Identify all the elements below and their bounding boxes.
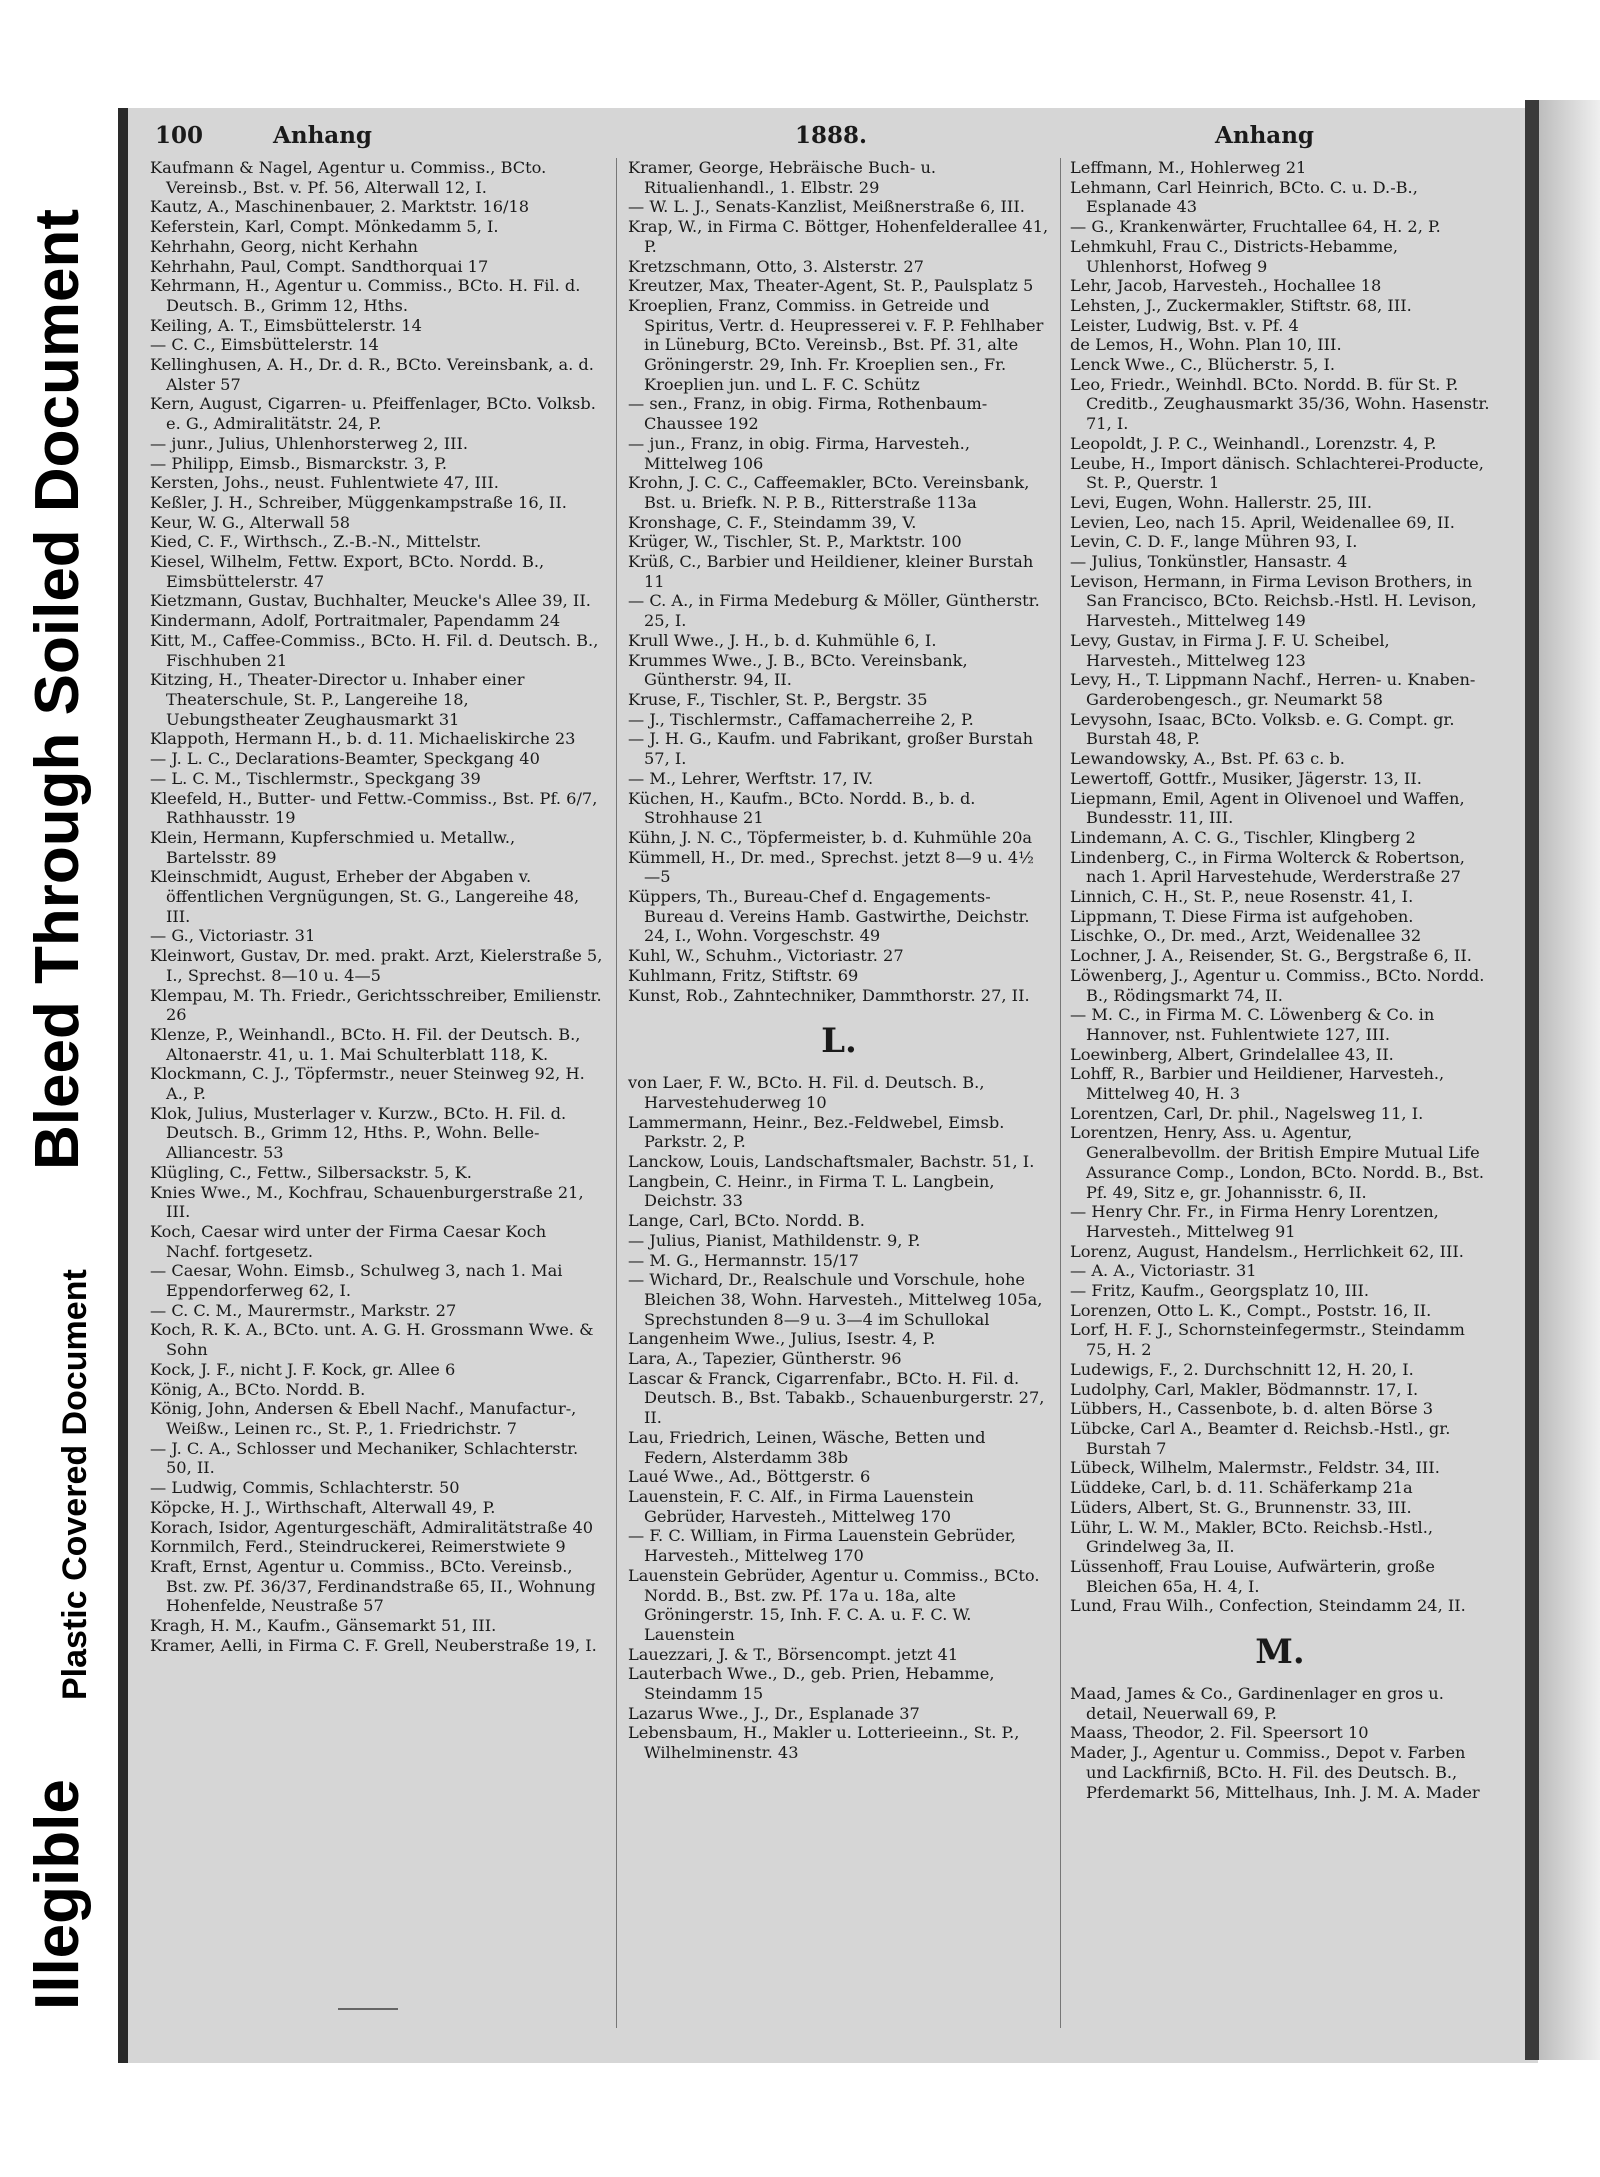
directory-entry: Lau, Friedrich, Leinen, Wäsche, Betten und Federn, Alsterdamm 38b — [628, 1427, 986, 1467]
directory-entry: — G., Krankenwärter, Fruchtallee 64, H. 2, P. — [1070, 217, 1441, 237]
directory-entry: Küchen, H., Kaufm., BCto. Nordd. B., b. d. Strohhause 21 — [628, 788, 976, 828]
directory-entry: Klok, Julius, Musterlager v. Kurzw., BCto. H. Fil. d. Deutsch. B., Grimm 12, Hths. P., Wohn. Belle-Alliancestr. 53 — [150, 1103, 567, 1163]
directory-entry: Kehrhahn, Georg, nicht Kerhahn — [150, 236, 418, 256]
directory-entry: Krap, W., in Firma C. Böttger, Hohenfelderallee 41, P. — [628, 217, 1049, 256]
directory-entry: Lorenzen, Otto L. K., Compt., Poststr. 16, II. — [1070, 1300, 1432, 1320]
directory-entry: — J. L. C., Declarations-Beamter, Speckgang 40 — [150, 749, 540, 769]
directory-entry: Kitt, M., Caffee-Commiss., BCto. H. Fil. d. Deutsch. B., Fischhuben 21 — [150, 630, 599, 670]
directory-entry: Levi, Eugen, Wohn. Hallerstr. 25, III. — [1070, 492, 1372, 512]
directory-entry: — A. A., Victoriastr. 31 — [1070, 1261, 1257, 1281]
directory-entry: Lange, Carl, BCto. Nordd. B. — [628, 1211, 865, 1231]
directory-entry: Lochner, J. A., Reisender, St. G., Bergstraße 6, II. — [1070, 946, 1472, 966]
directory-entry: Lehsten, J., Zuckermakler, Stiftstr. 68, III. — [1070, 295, 1412, 315]
directory-page — [118, 108, 1538, 2063]
directory-entry: Lenck Wwe., C., Blücherstr. 5, I. — [1070, 355, 1336, 375]
directory-entry: Kehrhahn, Paul, Compt. Sandthorquai 17 — [150, 256, 489, 276]
directory-entry: Lund, Frau Wilh., Confection, Steindamm 24, II. — [1070, 1596, 1466, 1616]
directory-entry: Kümmell, H., Dr. med., Sprechst. jetzt 8—9 u. 4½—5 — [628, 847, 1034, 887]
bleed-through-label: Bleed Through Soiled Document — [23, 208, 92, 1170]
directory-entry: — jun., Franz, in obig. Firma, Harvesteh., Mittelweg 106 — [628, 433, 970, 473]
directory-entry: Lindenberg, C., in Firma Wolterck & Robertson, nach 1. April Harvestehude, Werderstraße 27 — [1070, 847, 1465, 887]
directory-entry: Krull Wwe., J. H., b. d. Kuhmühle 6, I. — [628, 630, 937, 650]
directory-entry: Lehmann, Carl Heinrich, BCto. C. u. D.-B., Esplanade 43 — [1070, 177, 1418, 217]
directory-entry: Levien, Leo, nach 15. April, Weidenallee 69, II. — [1070, 512, 1455, 532]
directory-entry: Krohn, J. C. C., Caffeemakler, BCto. Vereinsbank, Bst. u. Briefk. N. P. B., Ritterstraße 113a — [628, 473, 1030, 512]
directory-entry: Kock, J. F., nicht J. F. Kock, gr. Allee 6 — [150, 1359, 456, 1379]
directory-entry: Levison, Hermann, in Firma Levison Brothers, in San Francisco, BCto. Reichsb.-Hstl. H. Levison, Harvesteh., Mittelweg 149 — [1070, 571, 1477, 631]
directory-entry: Kühn, J. N. C., Töpfermeister, b. d. Kuhmühle 20a — [628, 827, 1033, 847]
header-left-title: Anhang — [273, 122, 372, 149]
directory-entry: Knies Wwe., M., Kochfrau, Schauenburgerstraße 21, III. — [150, 1182, 584, 1222]
header-right-title: Anhang — [1215, 122, 1314, 149]
directory-entry: Korach, Isidor, Agenturgeschäft, Admiralitätstraße 40 — [150, 1517, 594, 1537]
directory-entry: — J. H. G., Kaufm. und Fabrikant, großer Burstah 57, I. — [628, 729, 1034, 769]
directory-entry: — W. L. J., Senats-Kanzlist, Meißnerstraße 6, III. — [628, 197, 1025, 217]
directory-entry: — Fritz, Kaufm., Georgsplatz 10, III. — [1070, 1281, 1370, 1301]
directory-entry: Kraft, Ernst, Agentur u. Commiss., BCto. Vereinsb., Bst. zw. Pf. 36/37, Ferdinandstraße 65, II., Wohnung Hohenfelde, Neustraße 57 — [150, 1556, 596, 1616]
directory-entry: Lauenstein, F. C. Alf., in Firma Lauenstein Gebrüder, Harvesteh., Mittelweg 170 — [628, 1487, 974, 1526]
directory-entry: — Julius, Tonkünstler, Hansastr. 4 — [1070, 552, 1348, 572]
directory-entry: Lehr, Jacob, Harvesteh., Hochallee 18 — [1070, 276, 1382, 296]
directory-entry: — Wichard, Dr., Realschule und Vorschule, hohe Bleichen 38, Wohn. Harvesteh., Mittelweg 105a, Sprechstunden 8—9 u. 3—4 im Schullokal — [628, 1270, 1043, 1329]
page-header — [150, 118, 1498, 158]
directory-entry: — C. C. M., Maurermstr., Markstr. 27 — [150, 1300, 457, 1320]
directory-entry: Lauenstein Gebrüder, Agentur u. Commiss., BCto. Nordd. B., Bst. zw. Pf. 17a u. 18a, alte Gröningerstr. 15, Inh. F. C. A. u. F. C. W. Lauenstein — [628, 1565, 1040, 1644]
directory-entry: Lauterbach Wwe., D., geb. Prien, Hebamme, Steindamm 15 — [628, 1664, 995, 1704]
directory-entry: Lüddeke, Carl, b. d. 11. Schäferkamp 21a — [1070, 1478, 1413, 1498]
directory-entry: Lorentzen, Carl, Dr. phil., Nagelsweg 11, I. — [1070, 1103, 1424, 1123]
adjacent-page-strip — [1539, 100, 1600, 2060]
directory-entry: — L. C. M., Tischlermstr., Speckgang 39 — [150, 768, 481, 788]
directory-entry: — junr., Julius, Uhlenhorsterweg 2, III. — [150, 433, 469, 453]
directory-entry: Kruse, F., Tischler, St. P., Bergstr. 35 — [628, 689, 928, 709]
directory-entry: — F. C. William, in Firma Lauenstein Gebrüder, Harvesteh., Mittelweg 170 — [628, 1526, 1016, 1566]
directory-entry: Klenze, P., Weinhandl., BCto. H. Fil. der Deutsch. B., Altonaerstr. 41, u. 1. Mai Schulterblatt 118, K. — [150, 1024, 581, 1064]
directory-entry: Lohff, R., Barbier und Heildiener, Harvesteh., Mittelweg 40, H. 3 — [1070, 1064, 1445, 1104]
directory-entry: Linnich, C. H., St. P., neue Rosenstr. 41, I. — [1070, 887, 1414, 907]
column-2 — [628, 158, 1050, 1763]
section-letter: L. — [821, 1021, 857, 1062]
directory-entry: — Henry Chr. Fr., in Firma Henry Lorentzen, Harvesteh., Mittelweg 91 — [1070, 1202, 1439, 1241]
directory-entry: Klockmann, C. J., Töpfermstr., neuer Steinweg 92, H. A., P. — [150, 1064, 585, 1104]
directory-entry: Langbein, C. Heinr., in Firma T. L. Langbein, Deichstr. 33 — [628, 1171, 995, 1211]
directory-entry: — M. G., Hermannstr. 15/17 — [628, 1250, 859, 1270]
directory-entry: — C. C., Eimsbüttelerstr. 14 — [150, 335, 379, 355]
directory-entry: Kunst, Rob., Zahntechniker, Dammthorstr. 27, II. — [628, 985, 1030, 1005]
directory-entry: Leo, Friedr., Weinhdl. BCto. Nordd. B. für St. P. Creditb., Zeughausmarkt 35/36, Wohn. Hasenstr. 71, I. — [1070, 374, 1490, 434]
directory-entry: Lüssenhoff, Frau Louise, Aufwärterin, große Bleichen 65a, H. 4, I. — [1070, 1556, 1435, 1596]
directory-entry: Maass, Theodor, 2. Fil. Speersort 10 — [1070, 1723, 1369, 1743]
plastic-covered-label: Plastic Covered Document — [56, 1269, 94, 1700]
directory-entry: — C. A., in Firma Medeburg & Möller, Güntherstr. 25, I. — [628, 591, 1040, 631]
directory-entry: Kuhlmann, Fritz, Stiftstr. 69 — [628, 965, 859, 985]
directory-entry: Kied, C. F., Wirthsch., Z.-B.-N., Mittelstr. — [150, 532, 482, 552]
directory-entry: Lauezzari, J. & T., Börsencompt. jetzt 41 — [628, 1644, 959, 1664]
directory-entry: Kindermann, Adolf, Portraitmaler, Papendamm 24 — [150, 611, 561, 631]
directory-entry: Lehmkuhl, Frau C., Districts-Hebamme, Uhlenhorst, Hofweg 9 — [1070, 236, 1399, 276]
directory-entry: Kellinghusen, A. H., Dr. d. R., BCto. Vereinsbank, a. d. Alster 57 — [150, 355, 594, 394]
directory-entry: Laué Wwe., Ad., Böttgerstr. 6 — [628, 1467, 871, 1487]
directory-entry: Leffmann, M., Hohlerweg 21 — [1070, 158, 1307, 177]
directory-entry: Lebensbaum, H., Makler u. Lotterieeinn., St. P., Wilhelminenstr. 43 — [628, 1723, 1020, 1763]
directory-entry: Leopoldt, J. P. C., Weinhandl., Lorenzstr. 4, P. — [1070, 433, 1437, 453]
directory-entry: Levy, H., T. Lippmann Nachf., Herren- u. Knaben-Garderobengesch., gr. Neumarkt 58 — [1070, 670, 1476, 709]
directory-entry: König, John, Andersen & Ebell Nachf., Manufactur-, Weißw., Leinen rc., St. P., 1. Friedrichstr. 7 — [150, 1399, 577, 1438]
directory-entry: — Philipp, Eimsb., Bismarckstr. 3, P. — [150, 453, 448, 473]
directory-entry: Langenheim Wwe., Julius, Isestr. 4, P. — [628, 1329, 936, 1349]
directory-entry: Liepmann, Emil, Agent in Olivenoel und Waffen, Bundesstr. 11, III. — [1070, 788, 1465, 828]
directory-entry: Löwenberg, J., Agentur u. Commiss., BCto. Nordd. B., Rödingsmarkt 74, II. — [1070, 965, 1485, 1005]
directory-entry: Levin, C. D. F., lange Mühren 93, I. — [1070, 532, 1358, 552]
directory-entry: Lewertoff, Gottfr., Musiker, Jägerstr. 13, II. — [1070, 768, 1422, 788]
directory-entry: Koch, Caesar wird unter der Firma Caesar Koch Nachf. fortgesetz. — [150, 1221, 547, 1261]
directory-entry: Ludewigs, F., 2. Durchschnitt 12, H. 20, I. — [1070, 1359, 1414, 1379]
directory-entry: Lübcke, Carl A., Beamter d. Reichsb.-Hstl., gr. Burstah 7 — [1070, 1419, 1451, 1458]
directory-entry: Lindemann, A. C. G., Tischler, Klingberg 2 — [1070, 827, 1416, 847]
directory-entry: Lischke, O., Dr. med., Arzt, Weidenallee 32 — [1070, 926, 1422, 946]
directory-entry: Koch, R. K. A., BCto. unt. A. G. H. Grossmann Wwe. & Sohn — [150, 1320, 594, 1360]
directory-entry: Krüger, W., Tischler, St. P., Marktstr. 100 — [628, 532, 962, 552]
directory-entry: — J., Tischlermstr., Caffamacherreihe 2, P. — [628, 709, 974, 729]
directory-entry: Lara, A., Tapezier, Güntherstr. 96 — [628, 1349, 902, 1369]
directory-entry: Keferstein, Karl, Compt. Mönkedamm 5, I. — [150, 217, 499, 237]
directory-entry: Klappoth, Hermann H., b. d. 11. Michaeliskirche 23 — [150, 729, 576, 749]
directory-entry: Kronshage, C. F., Steindamm 39, V. — [628, 512, 917, 532]
directory-entry: Kleinwort, Gustav, Dr. med. prakt. Arzt, Kielerstraße 5, I., Sprechst. 8—10 u. 4—5 — [150, 946, 603, 985]
directory-entry: Keiling, A. T., Eimsbüttelerstr. 14 — [150, 315, 422, 335]
footer-rule — [338, 2008, 398, 2010]
section-letter: M. — [1255, 1632, 1305, 1673]
directory-entry: Lorenz, August, Handelsm., Herrlichkeit 62, III. — [1070, 1241, 1464, 1261]
directory-entry: Kleefeld, H., Butter- und Fettw.-Commiss., Bst. Pf. 6/7, Rathhausstr. 19 — [150, 788, 598, 828]
directory-entry: Kaufmann & Nagel, Agentur u. Commiss., BCto. Vereinsb., Bst. v. Pf. 56, Alterwall 12, I. — [150, 158, 547, 197]
directory-entry: Lazarus Wwe., J., Dr., Esplanade 37 — [628, 1703, 920, 1723]
directory-entry: Levysohn, Isaac, BCto. Volksb. e. G. Compt. gr. Burstah 48, P. — [1070, 709, 1455, 749]
directory-entry: Loewinberg, Albert, Grindelallee 43, II. — [1070, 1044, 1394, 1064]
directory-entry: — J. C. A., Schlosser und Mechaniker, Schlachterstr. 50, II. — [150, 1438, 579, 1478]
directory-entry: Kern, August, Cigarren- u. Pfeiffenlager, BCto. Volksb. e. G., Admiralitätstr. 24, P. — [150, 394, 596, 434]
directory-entry: Lorf, H. F. J., Schornsteinfegermstr., Steindamm 75, H. 2 — [1070, 1320, 1465, 1360]
directory-entry: — sen., Franz, in obig. Firma, Rothenbaum-Chaussee 192 — [628, 394, 988, 434]
directory-entry: Kornmilch, Ferd., Steindruckerei, Reimerstwiete 9 — [150, 1537, 566, 1557]
directory-entry: Lühr, L. W. M., Makler, BCto. Reichsb.-Hstl., Grindelweg 3a, II. — [1070, 1517, 1433, 1557]
directory-entry: Kehrmann, H., Agentur u. Commiss., BCto. H. Fil. d. Deutsch. B., Grimm 12, Hths. — [150, 276, 581, 315]
directory-entry: König, A., BCto. Nordd. B. — [150, 1379, 366, 1399]
directory-entry: Leube, H., Import dänisch. Schlachterei-Producte, St. P., Querstr. 1 — [1070, 453, 1484, 493]
directory-entry: Krüß, C., Barbier und Heildiener, kleiner Burstah 11 — [628, 552, 1034, 591]
directory-entry: Kietzmann, Gustav, Buchhalter, Meucke's Allee 39, II. — [150, 591, 591, 611]
directory-entry: Lammermann, Heinr., Bez.-Feldwebel, Eimsb. Parkstr. 2, P. — [628, 1112, 1005, 1152]
directory-entry: Kautz, A., Maschinenbauer, 2. Marktstr. 16/18 — [150, 197, 530, 217]
directory-entry: Kreutzer, Max, Theater-Agent, St. P., Paulsplatz 5 — [628, 276, 1034, 296]
directory-entry: — Julius, Pianist, Mathildenstr. 9, P. — [628, 1230, 921, 1250]
directory-entry: Lippmann, T. Diese Firma ist aufgehoben. — [1070, 906, 1414, 926]
directory-entry: Lübbers, H., Cassenbote, b. d. alten Börse 3 — [1070, 1399, 1434, 1419]
directory-entry: Kroeplien, Franz, Commiss. in Getreide und Spiritus, Vertr. d. Heupresserei v. F. P. Fehlhaber in Lüneburg, BCto. Vereinsb., Bst. Pf. 31, alte Gröningerstr. 29, Inh. Fr. Kroeplien sen., Fr. Kroeplien jun. und L. F. C. Schütz — [628, 295, 1044, 394]
column-3 — [1070, 158, 1490, 1802]
column-divider — [1060, 158, 1061, 2028]
directory-entry: Leister, Ludwig, Bst. v. Pf. 4 — [1070, 315, 1299, 335]
directory-entry: Küppers, Th., Bureau-Chef d. Engagements-Bureau d. Vereins Hamb. Gastwirthe, Deichstr. 24, I., Wohn. Vorgeschstr. 49 — [628, 887, 1030, 946]
column-1 — [150, 158, 605, 1655]
directory-entry: Levy, Gustav, in Firma J. F. U. Scheibel, Harvesteh., Mittelweg 123 — [1070, 630, 1390, 670]
directory-entry: Kersten, Johs., neust. Fuhlentwiete 47, III. — [150, 473, 499, 493]
directory-entry: Kleinschmidt, August, Erheber der Abgaben v. öffentlichen Vergnügungen, St. G., Langereihe 48, III. — [150, 867, 580, 926]
directory-entry: Lorentzen, Henry, Ass. u. Agentur, Generalbevollm. der British Empire Mutual Life Assurance Comp., London, BCto. Nordd. B., Bst. Pf. 49, Sitz e, gr. Johannisstr. 6, II. — [1070, 1123, 1485, 1202]
directory-entry: Lübeck, Wilhelm, Malermstr., Feldstr. 34, III. — [1070, 1458, 1440, 1478]
directory-entry: Kuhl, W., Schuhm., Victoriastr. 27 — [628, 946, 904, 966]
directory-entry: Kretzschmann, Otto, 3. Alsterstr. 27 — [628, 256, 924, 276]
directory-entry: Kramer, Aelli, in Firma C. F. Grell, Neuberstraße 19, I. — [150, 1635, 597, 1655]
directory-entry: Klein, Hermann, Kupferschmied u. Metallw., Bartelsstr. 89 — [150, 827, 516, 867]
directory-columns — [150, 158, 1498, 2023]
directory-entry: Lüders, Albert, St. G., Brunnenstr. 33, III. — [1070, 1497, 1412, 1517]
directory-entry: Kragh, H. M., Kaufm., Gänsemarkt 51, III. — [150, 1616, 497, 1636]
directory-entry: — Caesar, Wohn. Eimsb., Schulweg 3, nach 1. Mai Eppendorferweg 62, I. — [150, 1261, 563, 1301]
side-label-strip — [0, 0, 110, 2177]
directory-entry: Maad, James & Co., Gardinenlager en gros u. detail, Neuerwall 69, P. — [1070, 1684, 1444, 1723]
directory-entry: Klempau, M. Th. Friedr., Gerichtsschreiber, Emilienstr. 26 — [150, 985, 602, 1025]
directory-entry: Köpcke, H. J., Wirthschaft, Alterwall 49, P. — [150, 1497, 496, 1517]
directory-entry: Krummes Wwe., J. B., BCto. Vereinsbank, Güntherstr. 94, II. — [628, 650, 968, 690]
directory-entry: — Ludwig, Commis, Schlachterstr. 50 — [150, 1478, 460, 1498]
directory-entry: — G., Victoriastr. 31 — [150, 926, 316, 946]
directory-entry: Kitzing, H., Theater-Director u. Inhaber einer Theaterschule, St. P., Langereihe 18, Uebungstheater Zeughausmarkt 31 — [150, 670, 525, 729]
column-divider — [616, 158, 617, 2028]
page-number: 100 — [155, 122, 204, 149]
directory-entry: Ludolphy, Carl, Makler, Bödmannstr. 17, I. — [1070, 1379, 1419, 1399]
illegible-label: Illegible — [23, 1779, 92, 2010]
directory-entry: Mader, J., Agentur u. Commiss., Depot v. Farben und Lackfirniß, BCto. H. Fil. des Deutsch. B., Pferdemarkt 56, Mittelhaus, Inh. J. M. A. Mader — [1070, 1743, 1480, 1802]
directory-entry: — M. C., in Firma M. C. Löwenberg & Co. in Hannover, nst. Fuhlentwiete 127, III. — [1070, 1005, 1435, 1044]
directory-entry: Klügling, C., Fettw., Silbersackstr. 5, K. — [150, 1162, 472, 1182]
directory-entry: Lanckow, Louis, Landschaftsmaler, Bachstr. 51, I. — [628, 1152, 1035, 1172]
directory-entry: — M., Lehrer, Werftstr. 17, IV. — [628, 768, 874, 788]
directory-entry: Keßler, J. H., Schreiber, Müggenkampstraße 16, II. — [150, 492, 567, 512]
directory-entry: Kiesel, Wilhelm, Fettw. Export, BCto. Nordd. B., Eimsbüttelerstr. 47 — [150, 552, 545, 591]
page-edge-shadow — [1525, 100, 1539, 2060]
directory-entry: von Laer, F. W., BCto. H. Fil. d. Deutsch. B., Harvestehuderweg 10 — [628, 1073, 985, 1112]
directory-entry: Keur, W. G., Alterwall 58 — [150, 512, 351, 532]
directory-entry: Lascar & Franck, Cigarrenfabr., BCto. H. Fil. d. Deutsch. B., Bst. Tabakb., Schauenburgerstr. 27, II. — [628, 1368, 1045, 1428]
directory-entry: Kramer, George, Hebräische Buch- u. Ritualienhandl., 1. Elbstr. 29 — [628, 158, 937, 197]
directory-entry: Lewandowsky, A., Bst. Pf. 63 c. b. — [1070, 749, 1345, 769]
header-year: 1888. — [795, 122, 868, 149]
directory-entry: de Lemos, H., Wohn. Plan 10, III. — [1070, 335, 1342, 355]
